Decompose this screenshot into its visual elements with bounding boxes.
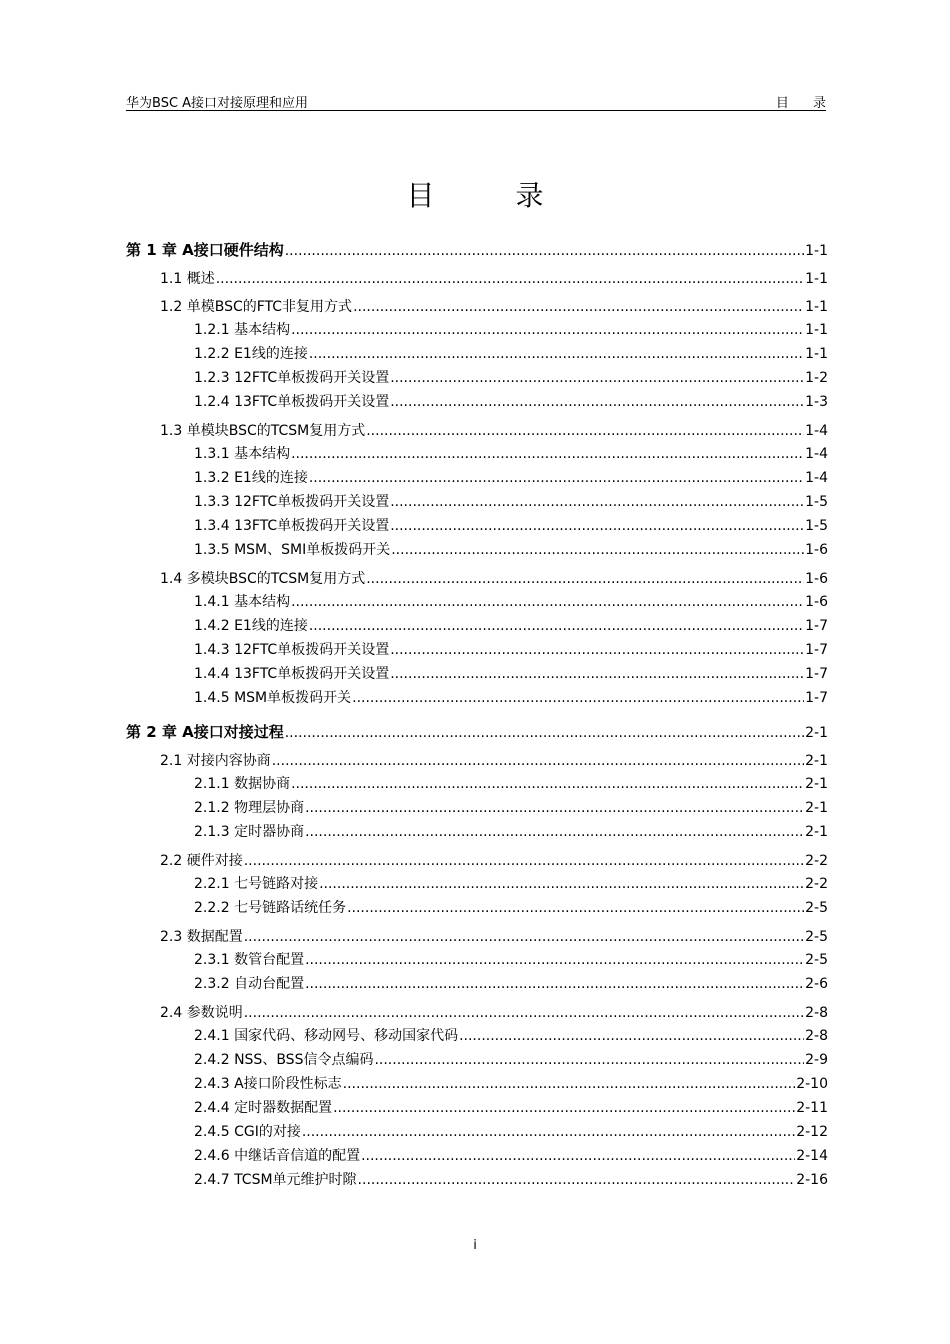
toc-entry-title: 1.4.1 基本结构 bbox=[194, 594, 291, 610]
toc-entry-page: 2-9 bbox=[805, 1052, 828, 1068]
toc-dot-leader bbox=[352, 686, 804, 710]
toc-entry-level-3[interactable] bbox=[126, 590, 828, 614]
toc-entry-level-3[interactable] bbox=[126, 466, 828, 490]
toc-entry-title: 2.1.1 数据协商 bbox=[194, 776, 291, 792]
toc-entry-title: 2.2 硬件对接 bbox=[160, 853, 243, 869]
toc-entry-level-3[interactable] bbox=[126, 820, 828, 844]
toc-entry-title: 2.3.1 数管台配置 bbox=[194, 952, 305, 968]
toc-entry-page: 1-5 bbox=[805, 518, 828, 534]
toc-dot-leader bbox=[244, 1002, 804, 1024]
toc-entry-page: 2-12 bbox=[796, 1124, 828, 1140]
header-document-title: 华为BSC A接口对接原理和应用 bbox=[126, 96, 309, 111]
toc-entry-title: 2.1 对接内容协商 bbox=[160, 753, 271, 769]
toc-entry-title: 2.4.7 TCSM单元维护时隙 bbox=[194, 1172, 357, 1188]
toc-entry-page: 1-7 bbox=[805, 618, 828, 634]
toc-dot-leader bbox=[390, 390, 804, 414]
toc-entry-page: 2-11 bbox=[796, 1100, 828, 1116]
toc-entry-level-3[interactable] bbox=[126, 1024, 828, 1048]
toc-entry-title: 1.2 单模BSC的FTC非复用方式 bbox=[160, 299, 353, 315]
toc-entry-page: 1-4 bbox=[805, 446, 828, 462]
toc-entry-page: 2-16 bbox=[796, 1172, 828, 1188]
toc-dot-leader bbox=[459, 1024, 804, 1048]
toc-entry-level-2[interactable] bbox=[126, 926, 828, 948]
toc-entry-level-3[interactable] bbox=[126, 1096, 828, 1120]
toc-entry-title: 1.2.1 基本结构 bbox=[194, 322, 291, 338]
toc-dot-leader bbox=[374, 1048, 804, 1072]
toc-dot-leader bbox=[353, 296, 804, 318]
toc-entry-page: 2-14 bbox=[796, 1148, 828, 1164]
toc-entry-level-3[interactable] bbox=[126, 972, 828, 996]
toc-dot-leader bbox=[291, 318, 804, 342]
toc-entry-page: 2-5 bbox=[805, 952, 828, 968]
toc-entry-page: 1-1 bbox=[805, 322, 828, 338]
toc-entry-level-3[interactable] bbox=[126, 514, 828, 538]
toc-entry-level-2[interactable] bbox=[126, 568, 828, 590]
toc-entry-level-3[interactable] bbox=[126, 318, 828, 342]
toc-entry-title: 1.2.4 13FTC单板拨码开关设置 bbox=[194, 394, 390, 410]
toc-entry-title: 1.3.5 MSM、SMI单板拨码开关 bbox=[194, 542, 391, 558]
toc-entry-page: 2-1 bbox=[805, 800, 828, 816]
toc-entry-level-3[interactable] bbox=[126, 772, 828, 796]
toc-entry-page: 1-4 bbox=[805, 470, 828, 486]
toc-entry-page: 2-1 bbox=[805, 776, 828, 792]
toc-dot-leader bbox=[390, 490, 804, 514]
toc-entry-title: 2.4 参数说明 bbox=[160, 1005, 243, 1021]
toc-entry-level-3[interactable] bbox=[126, 490, 828, 514]
toc-dot-leader bbox=[305, 796, 804, 820]
toc-dot-leader bbox=[309, 342, 804, 366]
toc-dot-leader bbox=[333, 1096, 795, 1120]
toc-entry-title: 2.4.3 A接口阶段性标志 bbox=[194, 1076, 342, 1092]
toc-dot-leader bbox=[291, 442, 804, 466]
toc-entry-level-3[interactable] bbox=[126, 1168, 828, 1192]
header-section-name: 目 录 bbox=[775, 96, 836, 111]
toc-dot-leader bbox=[244, 926, 804, 948]
toc-entry-page: 1-7 bbox=[805, 642, 828, 658]
toc-dot-leader bbox=[361, 1144, 795, 1168]
toc-dot-leader bbox=[366, 568, 804, 590]
toc-entry-title: 2.3 数据配置 bbox=[160, 929, 243, 945]
toc-entry-page: 1-7 bbox=[805, 690, 828, 706]
toc-entry-page: 1-6 bbox=[805, 571, 828, 587]
toc-entry-page: 2-5 bbox=[805, 900, 828, 916]
toc-entry-level-3[interactable] bbox=[126, 948, 828, 972]
toc-dot-leader bbox=[343, 1072, 796, 1096]
toc-entry-title: 2.4.2 NSS、BSS信令点编码 bbox=[194, 1052, 374, 1068]
toc-entry-level-2[interactable] bbox=[126, 268, 828, 290]
toc-dot-leader bbox=[302, 1120, 795, 1144]
toc-dot-leader bbox=[390, 662, 804, 686]
toc-dot-leader bbox=[391, 538, 804, 562]
toc-entry-page: 2-8 bbox=[805, 1028, 828, 1044]
toc-entry-title: 1.3 单模块BSC的TCSM复用方式 bbox=[160, 423, 366, 439]
toc-entry-page: 1-1 bbox=[805, 243, 828, 259]
toc-entry-page: 2-1 bbox=[805, 753, 828, 769]
toc-entry-title: 1.3.3 12FTC单板拨码开关设置 bbox=[194, 494, 390, 510]
page-title: 目 录 bbox=[406, 179, 580, 212]
toc-entry-page: 1-6 bbox=[805, 594, 828, 610]
toc-entry-level-3[interactable] bbox=[126, 1144, 828, 1168]
toc-entry-level-3[interactable] bbox=[126, 1048, 828, 1072]
toc-dot-leader bbox=[305, 820, 804, 844]
toc-entry-title: 1.3.4 13FTC单板拨码开关设置 bbox=[194, 518, 390, 534]
toc-entry-title: 1.4 多模块BSC的TCSM复用方式 bbox=[160, 571, 366, 587]
toc-entry-page: 2-2 bbox=[805, 876, 828, 892]
toc-entry-level-3[interactable] bbox=[126, 662, 828, 686]
toc-entry-page: 1-2 bbox=[805, 370, 828, 386]
toc-entry-title: 2.3.2 自动台配置 bbox=[194, 976, 305, 992]
toc-entry-level-3[interactable] bbox=[126, 538, 828, 562]
toc-entry-title: 2.4.4 定时器数据配置 bbox=[194, 1100, 333, 1116]
toc-entry-page: 1-4 bbox=[805, 423, 828, 439]
toc-entry-page: 1-3 bbox=[805, 394, 828, 410]
toc-entry-title: 2.4.1 国家代码、移动网号、移动国家代码 bbox=[194, 1028, 459, 1044]
toc-entry-title: 1.4.4 13FTC单板拨码开关设置 bbox=[194, 666, 390, 682]
toc-entry-title: 1.4.2 E1线的连接 bbox=[194, 618, 308, 634]
toc-dot-leader bbox=[305, 948, 804, 972]
toc-entry-title: 2.1.2 物理层协商 bbox=[194, 800, 305, 816]
toc-entry-title: 1.3.1 基本结构 bbox=[194, 446, 291, 462]
toc-entry-title: 1.1 概述 bbox=[160, 271, 215, 287]
toc-entry-page: 1-5 bbox=[805, 494, 828, 510]
toc-entry-title: 1.4.5 MSM单板拨码开关 bbox=[194, 690, 352, 706]
toc-entry-level-1[interactable] bbox=[126, 720, 828, 744]
toc-entry-page: 1-6 bbox=[805, 542, 828, 558]
toc-entry-level-3[interactable] bbox=[126, 1072, 828, 1096]
toc-entry-level-2[interactable] bbox=[126, 296, 828, 318]
toc-entry-title: 2.2.2 七号链路话统任务 bbox=[194, 900, 347, 916]
toc-entry-title: 1.3.2 E1线的连接 bbox=[194, 470, 308, 486]
toc-entry-page: 2-8 bbox=[805, 1005, 828, 1021]
toc-dot-leader bbox=[390, 638, 804, 662]
toc-dot-leader bbox=[390, 514, 804, 538]
toc-entry-page: 2-5 bbox=[805, 929, 828, 945]
toc-dot-leader bbox=[366, 420, 804, 442]
toc-dot-leader bbox=[291, 590, 804, 614]
toc-dot-leader bbox=[216, 268, 804, 290]
toc-entry-title: 2.2.1 七号链路对接 bbox=[194, 876, 319, 892]
toc-entry-title: 2.1.3 定时器协商 bbox=[194, 824, 305, 840]
toc-entry-page: 1-1 bbox=[805, 299, 828, 315]
toc-entry-level-2[interactable] bbox=[126, 420, 828, 442]
toc-dot-leader bbox=[309, 466, 804, 490]
toc-entry-level-2[interactable] bbox=[126, 850, 828, 872]
toc-entry-page: 2-2 bbox=[805, 853, 828, 869]
toc-entry-level-2[interactable] bbox=[126, 750, 828, 772]
toc-entry-level-3[interactable] bbox=[126, 796, 828, 820]
toc-entry-title: 2.4.6 中继话音信道的配置 bbox=[194, 1148, 361, 1164]
toc-entry-page: 2-10 bbox=[796, 1076, 828, 1092]
toc-entry-title: 2.4.5 CGI的对接 bbox=[194, 1124, 301, 1140]
toc-entry-title: 第 1 章 A接口硬件结构 bbox=[126, 241, 284, 259]
toc-dot-leader bbox=[272, 750, 804, 772]
toc-entry-title: 1.2.3 12FTC单板拨码开关设置 bbox=[194, 370, 390, 386]
toc-entry-page: 2-6 bbox=[805, 976, 828, 992]
toc-entry-level-2[interactable] bbox=[126, 1002, 828, 1024]
toc-entry-page: 1-1 bbox=[805, 346, 828, 362]
toc-entry-level-3[interactable] bbox=[126, 638, 828, 662]
page-header bbox=[126, 90, 836, 111]
toc-entry-title: 1.4.3 12FTC单板拨码开关设置 bbox=[194, 642, 390, 658]
toc-dot-leader bbox=[358, 1168, 796, 1192]
toc-entry-level-3[interactable] bbox=[126, 872, 828, 896]
toc-dot-leader bbox=[305, 972, 804, 996]
toc-entry-level-3[interactable] bbox=[126, 366, 828, 390]
toc-entry-level-1[interactable] bbox=[126, 238, 828, 262]
table-of-contents bbox=[126, 238, 828, 1192]
toc-dot-leader bbox=[285, 239, 804, 263]
toc-entry-page: 1-1 bbox=[805, 271, 828, 287]
toc-dot-leader bbox=[390, 366, 804, 390]
toc-dot-leader bbox=[285, 721, 804, 745]
toc-entry-level-3[interactable] bbox=[126, 686, 828, 710]
toc-dot-leader bbox=[309, 614, 804, 638]
toc-dot-leader bbox=[347, 896, 804, 920]
toc-entry-level-3[interactable] bbox=[126, 390, 828, 414]
toc-entry-level-3[interactable] bbox=[126, 1120, 828, 1144]
toc-dot-leader bbox=[291, 772, 804, 796]
toc-entry-level-3[interactable] bbox=[126, 342, 828, 366]
toc-entry-level-3[interactable] bbox=[126, 442, 828, 466]
toc-dot-leader bbox=[244, 850, 804, 872]
toc-entry-title: 第 2 章 A接口对接过程 bbox=[126, 723, 284, 741]
page-number: i bbox=[473, 1238, 477, 1253]
toc-entry-page: 1-7 bbox=[805, 666, 828, 682]
toc-dot-leader bbox=[319, 872, 804, 896]
toc-entry-title: 1.2.2 E1线的连接 bbox=[194, 346, 308, 362]
toc-entry-level-3[interactable] bbox=[126, 614, 828, 638]
toc-entry-page: 2-1 bbox=[805, 824, 828, 840]
toc-entry-level-3[interactable] bbox=[126, 896, 828, 920]
toc-entry-page: 2-1 bbox=[805, 725, 828, 741]
